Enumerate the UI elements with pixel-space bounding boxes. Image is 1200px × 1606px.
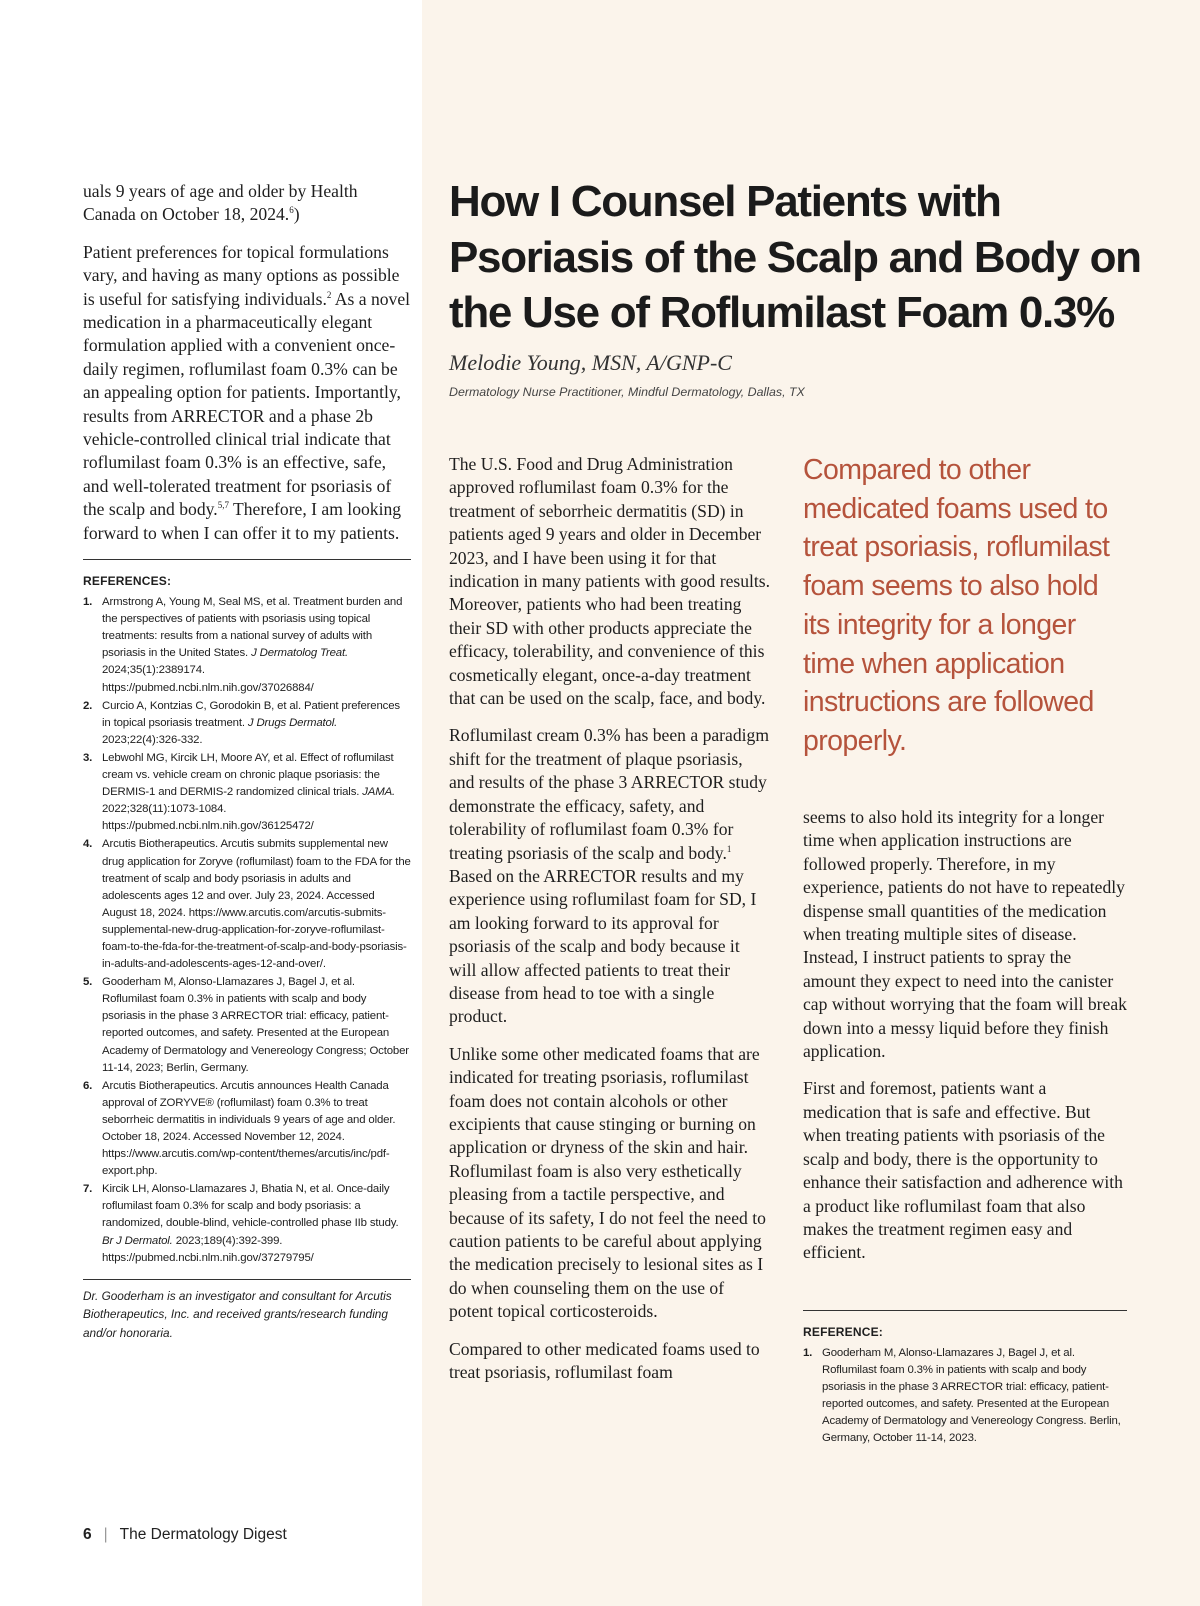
reference-item: 7. Kircik LH, Alonso-Llamazares J, Bhatia N, et al. Once-daily roflumilast foam 0.3% for scalp and body psoriasis: a randomized, double-blind, vehicle-controlled phase IIb study. Br J Dermatol. 2023;189(4):392-399. https://pubmed.ncbi.nlm.nih.gov/37279795/ [83, 1183, 399, 1264]
body-paragraph: The U.S. Food and Drug Administration approved roflumilast foam 0.3% for the treatment of seborrheic dermatitis (SD) in patients aged 9 years and older in December 2023, and I have been using it for that indication in many patients with good results. Moreover, patients who had been treating their SD with other products appreciate the efficacy, tolerability, and convenience of this cosmetically elegant, once-a-day treatment that can be used on the scalp, face, and body. [449, 454, 771, 709]
reference-item: 4. Arcutis Biotherapeutics. Arcutis submits supplemental new drug application for Zoryve (roflumilast) foam to the FDA for the treatment of scalp and body psoriasis in adults and adolescents ages 12 and over. July 23, 2024. Accessed August 18, 2024. https://www.arcutis.com/arcutis-submits-supplemental-new-drug-application-for-zoryve-roflumilast-foam-to-the-fda-for-the-treatment-of-scalp-and-body-psoriasis-in-adults-and-adolescents-ages-12-and-over/. [83, 838, 411, 971]
divider [803, 1310, 1127, 1311]
article-column-left [449, 453, 771, 1398]
reference-heading: REFERENCE: [803, 1325, 884, 1339]
references-heading: REFERENCES: [83, 574, 172, 589]
divider [83, 559, 411, 560]
reference-list [803, 1345, 1127, 1448]
body-paragraph: Unlike some other medicated foams that are indicated for treating psoriasis, roflumilast foam does not contain alcohols or other excipients that cause stinging or burning on application or dryness of the skin and hair. Roflumilast foam is also very esthetically pleasing from a tactile perspective, and because of its safety, I do not feel the need to caution patients to be careful about applying the medication precisely to lesional sites as I do when counseling them on the use of potent topical corticosteroids. [449, 1043, 766, 1322]
page-number: 6 [83, 1526, 92, 1543]
disclosure-note: Dr. Gooderham is an investigator and consultant for Arcutis Biotherapeutics, Inc. and received grants/research funding and/or honoraria. [83, 1288, 392, 1340]
reference-item: 2. Curcio A, Kontzias C, Gorodokin B, et al. Patient preferences in topical psoriasis treatment. J Drugs Dermatol. 2023;22(4):326-332. [83, 699, 400, 746]
continued-paragraph: uals 9 years of age and older by Health Canada on October 18, 2024.$^6$) [83, 181, 358, 225]
reference-item: 3. Lebwohl MG, Kircik LH, Moore AY, et al. Effect of roflumilast cream vs. vehicle cream on chronic plaque psoriasis: the DERMIS-1 and DERMIS-2 randomized clinical trials. JAMA. 2022;328(11):1073-1084. https://pubmed.ncbi.nlm.nih.gov/36125472/ [83, 751, 396, 833]
reference-item: 1. Gooderham M, Alonso-Llamazares J, Bagel J, et al. Roflumilast foam 0.3% in patients with scalp and body psoriasis in the phase 3 ARRECTOR trial: efficacy, patient-reported outcomes, and safety. Presented at the European Academy of Dermatology and Venereology Congress. Berlin, Germany, October 11-14, 2023. [803, 1347, 1121, 1445]
article-title: How I Counsel Patients with Psoriasis of the Scalp and Body on the Use of Roflumilast Foam 0.3% [449, 177, 1141, 337]
body-paragraph: Compared to other medicated foams used to treat psoriasis, roflumilast foam [449, 1338, 760, 1383]
reference-item: 1. Armstrong A, Young M, Seal MS, et al. Treatment burden and the perspectives of patients with psoriasis using topical treatments: results from a national survey of adults with psoriasis in the United States. J Dermatolog Treat. 2024;35(1):2389174. https://pubmed.ncbi.nlm.nih.gov/37026884/ [83, 596, 403, 694]
body-paragraph: seems to also hold its integrity for a longer time when application instructions are followed properly. Therefore, in my experience, patients do not have to repeatedly dispense small quantities of the medication when treating multiple sites of disease. Instead, I instruct patients to spray the amount they expect to need into the canister cap without worrying that the foam will break down into a messy liquid before they finish application. [803, 807, 1127, 1062]
body-paragraph: Patient preferences for topical formulations vary, and having as many options as possible is useful for satisfying individuals.$^2$ As a novel medication in a pharmaceutically elegant formulation applied with a convenient once-daily regimen, roflumilast foam 0.3% can be an appealing option for patients. Importantly, results from ARRECTOR and a phase 2b vehicle-controlled clinical trial indicate that roflumilast foam 0.3% is an effective, safe, and well-tolerated treatment for psoriasis of the scalp and body.$^{5,7}$ Therefore, I am looking forward to when I can offer it to my patients. [83, 241, 411, 543]
body-paragraph: First and foremost, patients want a medication that is safe and effective. But when treating patients with psoriasis of the scalp and body, there is the opportunity to enhance their satisfaction and adherence with a product like roflumilast foam that also makes the treatment regimen easy and efficient. [803, 1078, 1123, 1263]
footer-separator: | [103, 1526, 108, 1543]
divider [83, 1279, 411, 1280]
reference-item: 5. Gooderham M, Alonso-Llamazares J, Bagel J, et al. Roflumilast foam 0.3% in patients with scalp and body psoriasis in the phase 3 ARRECTOR trial: efficacy, patient-reported outcomes, and safety. Presented at the European Academy of Dermatology and Venereology Congress; October 11-14, 2023; Berlin, Germany. [83, 976, 409, 1074]
body-paragraph: Roflumilast cream 0.3% has been a paradigm shift for the treatment of plaque psoriasis, and results of the phase 3 ARRECTOR study demonstrate the efficacy, safety, and tolerability of roflumilast foam 0.3% for treating psoriasis of the scalp and body.$^1$ Based on the ARRECTOR results and my experience using roflumilast foam for SD, I am looking forward to its approval for psoriasis of the scalp and body because it will allow affected patients to treat their disease from head to toe with a single product. [449, 725, 770, 1027]
page-footer [83, 1526, 287, 1544]
author-name: Melodie Young, MSN, A/GNP-C [449, 350, 732, 375]
article-column-right [803, 806, 1127, 1279]
reference-item: 6. Arcutis Biotherapeutics. Arcutis announces Health Canada approval of ZORYVE® (roflumilast) foam 0.3% to treat seborrheic dermatitis in individuals 9 years of age and older. October 18, 2024. Accessed November 12, 2024. https://www.arcutis.com/wp-content/themes/arcutis/inc/pdf-export.php. [83, 1079, 396, 1178]
author-affiliation: Dermatology Nurse Practitioner, Mindful Dermatology, Dallas, TX [449, 385, 805, 399]
left-column [83, 180, 411, 1342]
references-list [83, 594, 411, 1267]
article-references [803, 1310, 1127, 1449]
pull-quote: Compared to other medicated foams used to treat psoriasis, roflumilast foam seems to also hold its integrity for a longer time when application instructions are followed properly. [803, 454, 1110, 757]
publication-name: The Dermatology Digest [119, 1526, 287, 1543]
